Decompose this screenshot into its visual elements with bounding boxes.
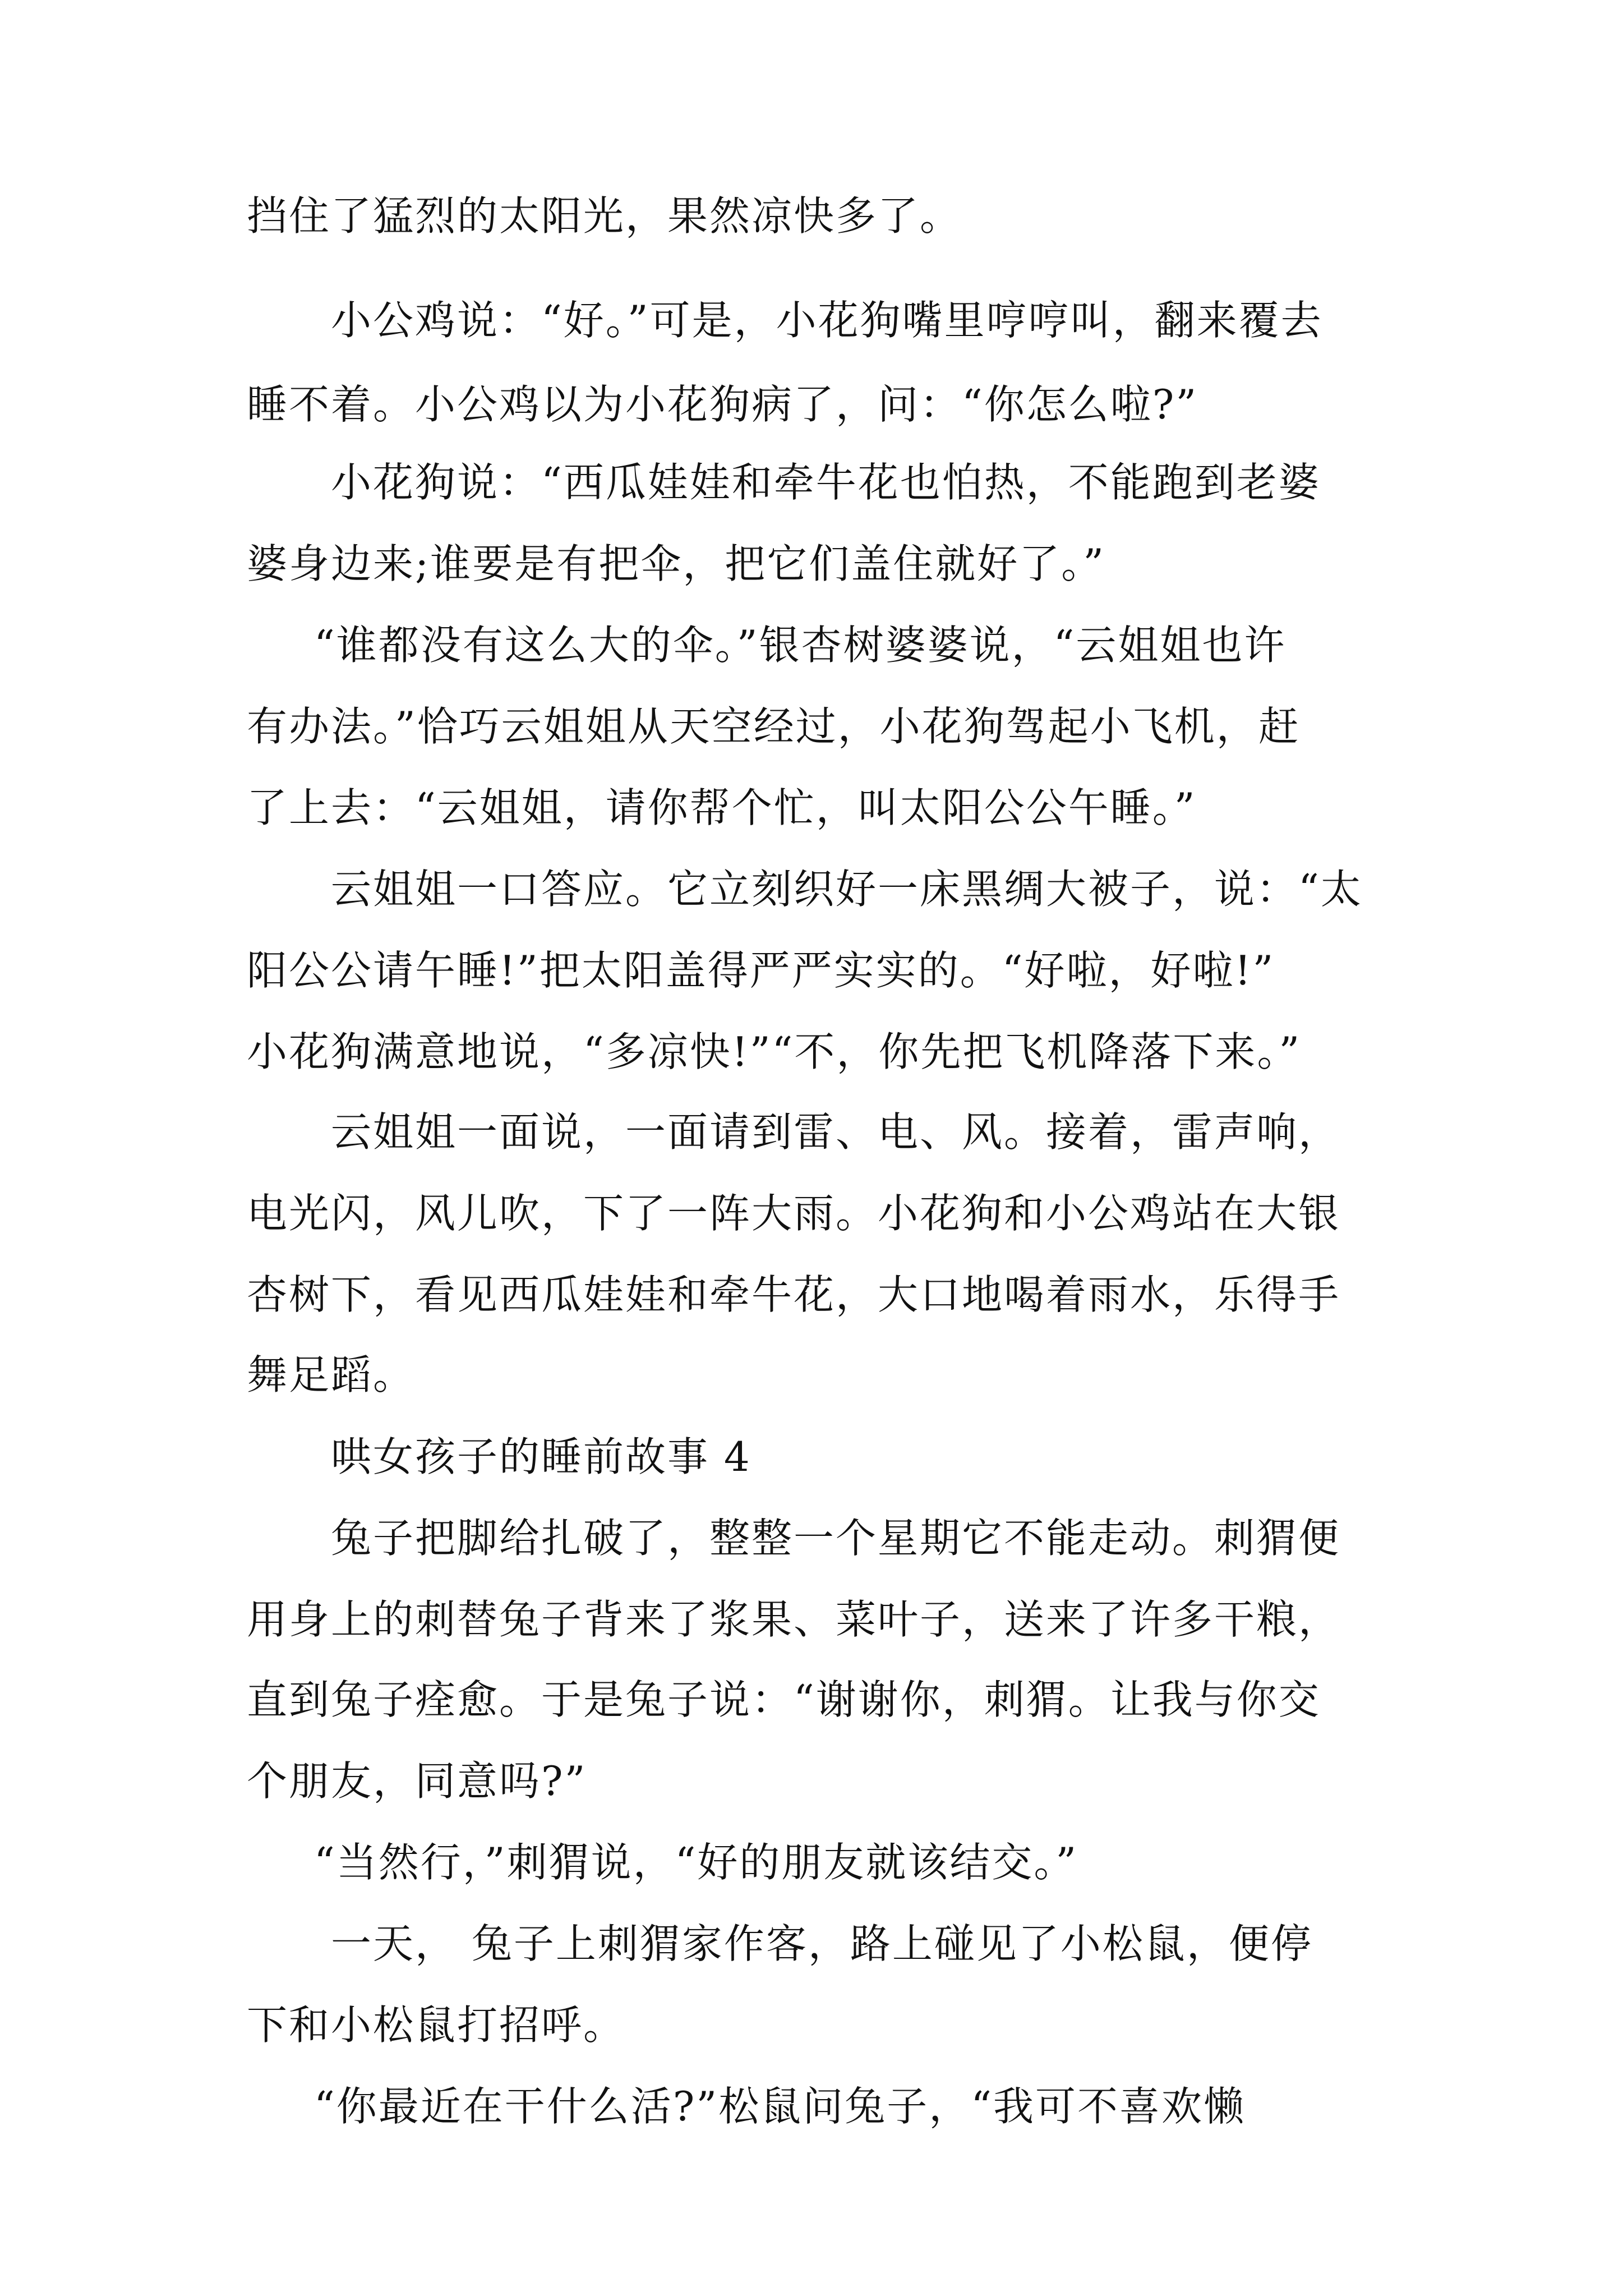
- text-line: “谁都没有这么大的伞。”银杏树婆婆说，“云姐姐也许: [314, 622, 1287, 669]
- text-line: 兔子把脚给扎破了，整整一个星期它不能走动。刺猬便: [331, 1515, 1341, 1562]
- text-line: 阳公公请午睡!”把太阳盖得严严实实的。“好啦，好啦!”: [247, 947, 1275, 994]
- text-line: 下和小松鼠打招呼。: [247, 2001, 626, 2049]
- text-line: 婆身边来;谁要是有把伞，把它们盖住就好了。”: [247, 540, 1106, 587]
- text-line: 电光闪，风儿吹，下了一阵大雨。小花狗和小公鸡站在大银: [247, 1190, 1341, 1237]
- text-line: 云姐姐一面说，一面请到雷、电、风。接着，雷声响，: [331, 1108, 1341, 1156]
- text-line: 小花狗满意地说，“多凉快!”“不，你先把飞机降落下来。”: [247, 1028, 1302, 1075]
- text-line: “当然行，”刺猬说，“好的朋友就该结交。”: [314, 1839, 1078, 1886]
- text-line: 杏树下，看见西瓜娃娃和牵牛花，大口地喝着雨水，乐得手: [247, 1271, 1341, 1318]
- section-heading: 哄女孩子的睡前故事 4: [331, 1433, 751, 1480]
- text-line: 小花狗说：“西瓜娃娃和牵牛花也怕热，不能跑到老婆: [331, 459, 1321, 506]
- text-line: 直到兔子痊愈。于是兔子说：“谢谢你，刺猬。让我与你交: [247, 1676, 1321, 1723]
- text-line: 一天， 兔子上刺猬家作客，路上碰见了小松鼠，便停: [331, 1920, 1313, 1967]
- text-line: 舞足蹈。: [247, 1351, 416, 1398]
- text-line: “你最近在干什么活?”松鼠问兔子，“我可不喜欢懒: [314, 2083, 1246, 2130]
- text-line: 挡住了猛烈的太阳光，果然凉快多了。: [247, 192, 962, 240]
- text-line: 云姐姐一口答应。它立刻织好一床黑绸大被子，说：“太: [331, 866, 1363, 913]
- text-line: 用身上的刺替兔子背来了浆果、菜叶子，送来了许多干粮，: [247, 1596, 1341, 1643]
- text-line: 了上去：“云姐姐，请你帮个忙，叫太阳公公午睡。”: [247, 784, 1197, 831]
- text-line: 睡不着。小公鸡以为小花狗病了，问：“你怎么啦?”: [247, 381, 1198, 428]
- text-line: 个朋友，同意吗?”: [247, 1757, 587, 1805]
- text-line: 小公鸡说：“好。”可是，小花狗嘴里哼哼叫，翻来覆去: [331, 297, 1323, 344]
- text-line: 有办法。”恰巧云姐姐从天空经过，小花狗驾起小飞机，赶: [247, 703, 1301, 750]
